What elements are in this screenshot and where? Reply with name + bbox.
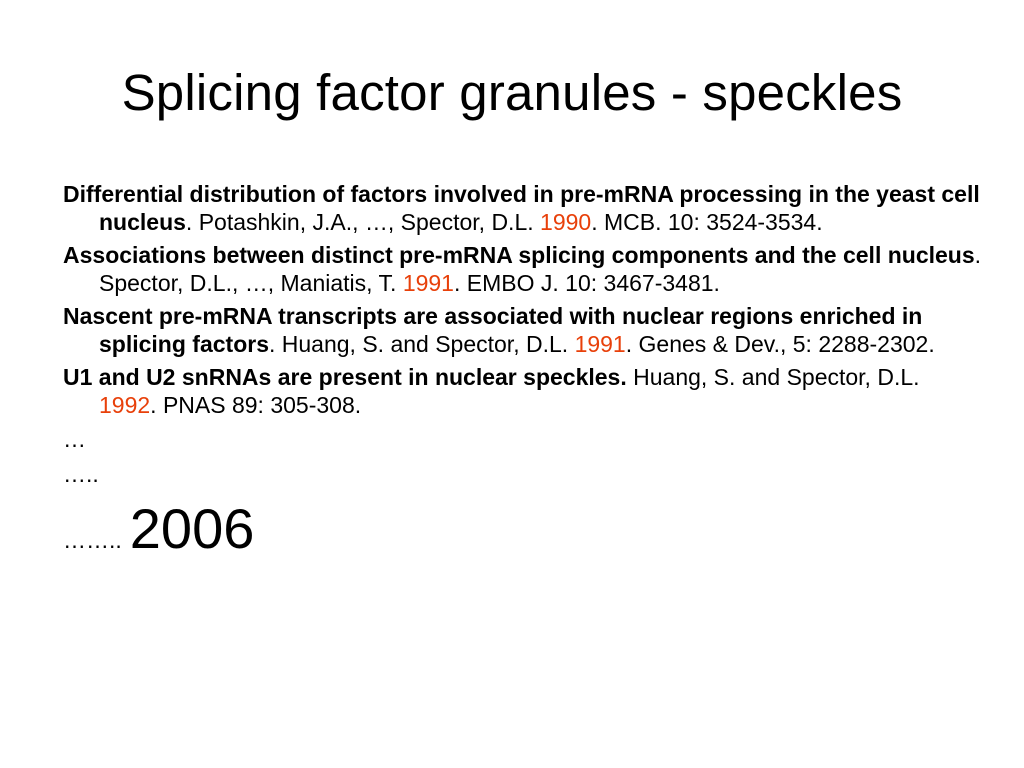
reference-authors: . Spector, D.L., …, Maniatis, T. <box>99 242 982 296</box>
reference-journal: . MCB. 10: 3524-3534. <box>591 209 823 235</box>
reference-title: U1 and U2 snRNAs are present in nuclear speckles. <box>63 364 627 390</box>
reference-title: Nascent pre-mRNA transcripts are associated with nuclear regions enriched in splicing factors <box>63 303 923 357</box>
reference-year: 1991 <box>402 270 454 296</box>
reference-journal: . PNAS 89: 305-308. <box>150 392 362 418</box>
timeline-end <box>63 497 983 560</box>
reference-authors: Huang, S. and Spector, D.L. <box>626 364 920 390</box>
reference-item <box>63 180 983 236</box>
ellipsis-line: …….. <box>63 527 122 553</box>
reference-journal: . EMBO J. 10: 3467-3481. <box>453 270 720 296</box>
reference-title: Differential distribution of factors involved in pre-mRNA processing in the yeast cell nucleus <box>63 181 980 235</box>
reference-year: 1991 <box>574 331 626 357</box>
reference-item <box>63 363 983 419</box>
reference-authors: . Potashkin, J.A., …, Spector, D.L. <box>185 209 541 235</box>
reference-title: Associations between distinct pre-mRNA splicing components and the cell nucleus <box>63 242 975 268</box>
ellipsis-line: … <box>63 426 86 452</box>
reference-authors: . Huang, S. and Spector, D.L. <box>268 331 575 357</box>
ellipsis-line: ….. <box>63 461 99 487</box>
reference-item <box>63 302 983 358</box>
reference-item <box>63 241 983 297</box>
reference-year: 1992 <box>99 392 151 418</box>
slide-title: Splicing factor granules - speckles <box>121 64 903 121</box>
highlight-year: 2006 <box>129 497 255 560</box>
reference-list <box>63 180 983 560</box>
reference-year: 1990 <box>540 209 592 235</box>
reference-journal: . Genes & Dev., 5: 2288-2302. <box>625 331 935 357</box>
